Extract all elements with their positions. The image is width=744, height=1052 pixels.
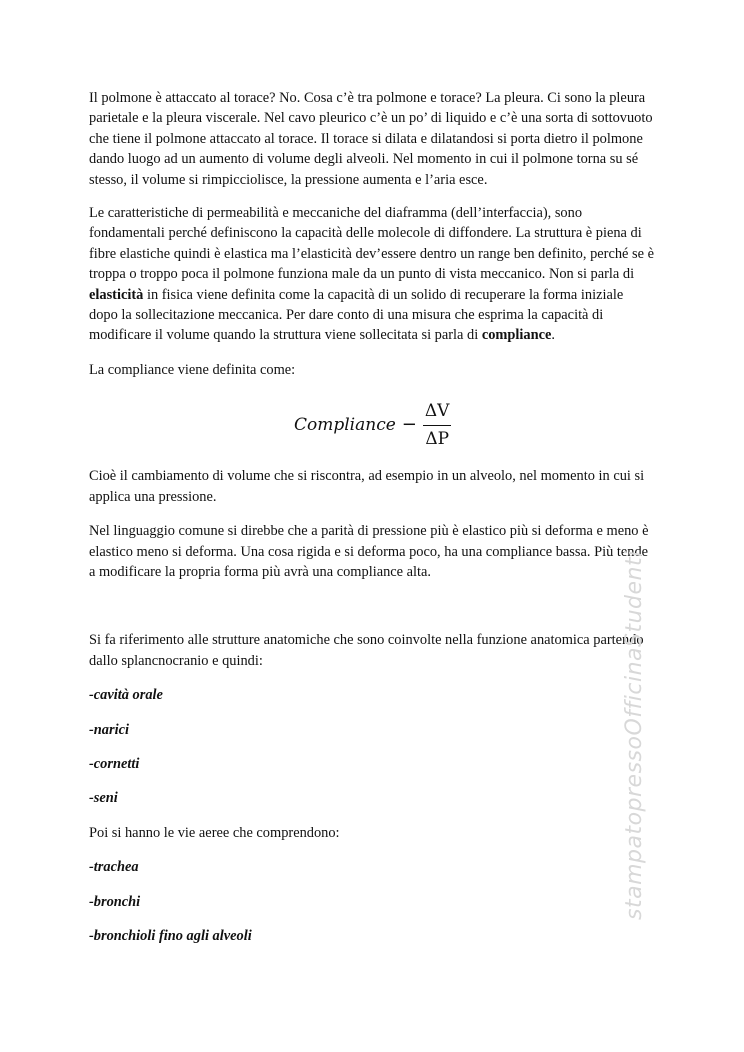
formula-numerator: ΔV <box>424 401 450 422</box>
list-item: -bronchi <box>89 893 141 910</box>
compliance-formula <box>89 394 655 456</box>
list-item: -cornetti <box>89 755 140 772</box>
paragraph-elasticity-text-1: Le caratteristiche di permeabilità e meccaniche del diaframma (dell’interfaccia), sono fondamentali perché definiscono la capacità delle molecole di diffondere. La struttura è piena di fibre elastiche quindi è elastica ma l’elasticità dev’essere dentro un range ben definito, perché se è troppa o troppo poca il polmone funziona male da un punto di vista meccanico. Non si parla di <box>89 205 654 283</box>
paragraph-common-language: Nel linguaggio comune si direbbe che a parità di pressione più è elastico più si deforma e meno è elastico meno si deforma. Una cosa rigida e si deforma poco, ha una compliance bassa. Più tende a modificare la propria forma più avrà una compliance alta. <box>89 523 649 580</box>
list-item: -seni <box>89 790 118 807</box>
paragraph-elasticity-text-3: . <box>551 327 555 344</box>
list-item: -trachea <box>89 859 139 876</box>
paragraph-compliance-intro: La compliance viene definita come: <box>89 361 296 378</box>
page-content <box>89 88 655 960</box>
paragraph-compliance-meaning: Cioè il cambiamento di volume che si riscontra, ad esempio in un alveolo, nel momento in cui si applica una pressione. <box>89 468 645 505</box>
paragraph-airways-intro: Poi si hanno le vie aeree che comprendono: <box>89 824 340 841</box>
paragraph-elasticity <box>89 203 655 346</box>
paragraph-elasticity-text-2: in fisica viene definita come la capacità di un solido di recuperare la forma iniziale dopo la sollecitazione meccanica. Per dare conto di una misura che esprima la capacità di modificare il volume quando la struttura viene sollecitata si parla di <box>89 286 624 344</box>
formula-word: Compliance <box>294 415 396 436</box>
paragraph-anatomy-intro: Si fa riferimento alle strutture anatomiche che sono coinvolte nella funzione anatomica partendo dallo splancnocranio e quindi: <box>89 632 644 669</box>
paragraph-pleura: Il polmone è attaccato al torace? No. Cosa c’è tra polmone e torace? La pleura. Ci sono la pleura parietale e la pleura viscerale. Nel cavo pleurico c’è un po’ di liquido e c’è una sorta di sottovuoto che tiene il polmone attaccato al torace. Il torace si dilata e dilatandosi si porta dietro il polmone dando luogo ad un aumento di volume degli alveoli. Nel momento in cui il polmone torna su sé stesso, il volume si rimpicciolisce, la pressione aumenta e l’aria esce. <box>89 90 653 188</box>
list-item: -narici <box>89 721 129 738</box>
formula-fraction <box>423 401 452 449</box>
term-compliance: compliance <box>481 327 552 344</box>
watermark: stampatopressoOfficinaStudenti <box>622 550 647 920</box>
list-item: -cavità orale <box>89 687 163 704</box>
formula-operator: − <box>401 414 417 436</box>
section-gap <box>89 596 655 630</box>
list-item: -bronchioli fino agli alveoli <box>89 927 252 944</box>
term-elasticita: elasticità <box>89 286 144 303</box>
formula-denominator: ΔP <box>425 428 450 449</box>
